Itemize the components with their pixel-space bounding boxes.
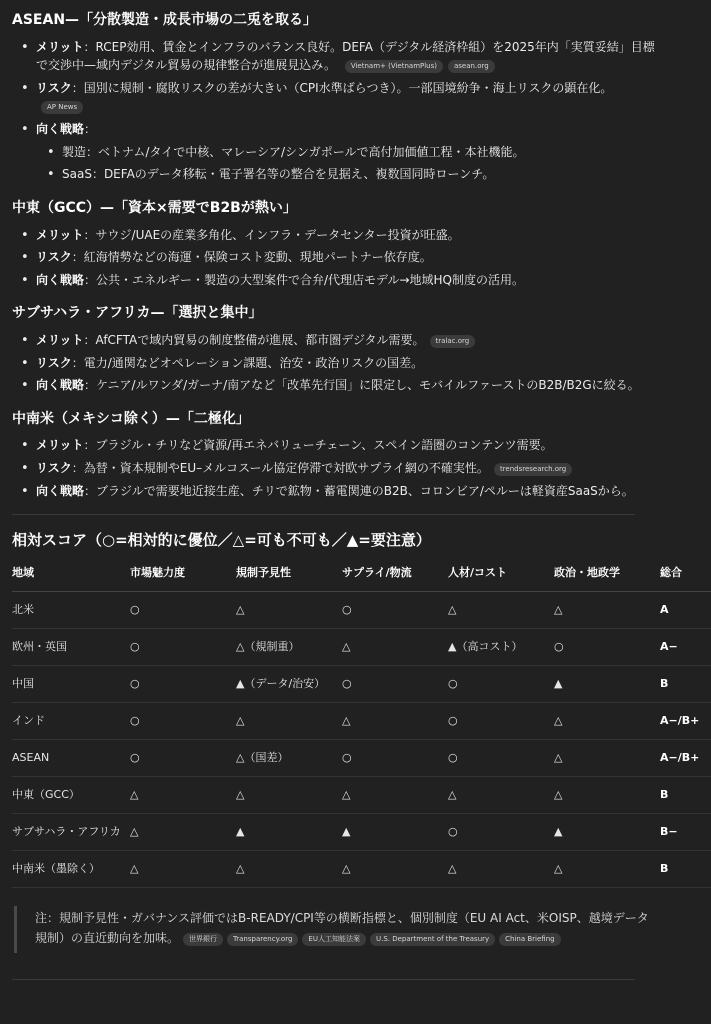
table-header-cell: 市場魅力度 [130,557,236,592]
source-chip[interactable]: AP News [41,101,83,114]
overall-score-cell: B [660,776,711,813]
table-row [12,665,711,702]
table-header-cell: 規制予見性 [236,557,342,592]
overall-score-cell: A−/B+ [660,739,711,776]
risk-label: リスク [36,461,72,476]
rating-cell: △ [554,776,660,813]
list-item-merit [36,38,699,75]
strategy-colon: ： [84,122,97,137]
overall-score-cell: B [660,850,711,887]
source-chip[interactable]: EU人工知能法案 [302,933,366,946]
region-cell: 欧州・英国 [12,628,130,665]
rating-cell: ○ [130,628,236,665]
table-row [12,850,711,887]
list-item-risk [36,354,699,373]
rating-cell: △ [448,591,554,628]
merit-text: ：サウジ/UAEの産業多角化、インフラ・データセンター投資が旺盛。 [83,227,460,242]
section-divider [12,514,635,515]
table-row [12,628,711,665]
list-item-risk [36,459,699,478]
source-chip[interactable]: tralac.org [430,335,476,348]
rating-cell: △ [236,776,342,813]
list-item-merit [36,331,699,350]
strategy-label: 向く戦略 [36,378,85,393]
rating-cell: △ [554,702,660,739]
score-table-title: 相対スコア（○=相対的に優位／△=可も不可も／▲=要注意） [12,531,431,550]
rating-cell: △ [236,591,342,628]
section-title-gcc: 中東（GCC）—「資本×需要でB2Bが熱い」 [12,199,297,216]
region-cell: インド [12,702,130,739]
section-title-asean: ASEAN—「分散製造・成長市場の二兎を取る」 [12,12,318,28]
list-item-risk [36,79,699,116]
table-row [12,702,711,739]
source-chip[interactable]: China Briefing [499,933,560,946]
risk-label: リスク [36,355,72,370]
strategy-label: 向く戦略 [36,122,85,137]
rating-cell: ▲ [554,813,660,850]
risk-text: ：電力/通関などオペレーション課題、治安・政治リスクの国差。 [71,355,424,370]
merit-label: メリット [36,39,84,54]
merit-label: メリット [36,438,84,453]
rating-cell: ○ [448,739,554,776]
rating-cell: ▲ [342,813,448,850]
section-title-latam: 中南米（メキシコ除く）—「二極化」 [12,410,250,427]
bullet-list-gcc [12,226,699,290]
rating-cell: △ [448,776,554,813]
section-title-africa: サブサハラ・アフリカ—「選択と集中」 [12,305,263,322]
strategy-text: ：ケニア/ルワンダ/ガーナ/南アなど「改革先行国」に限定し、モバイルファーストのB2B/B2Gに絞る。 [84,378,640,393]
list-item-strategy [36,376,699,395]
table-row [12,591,711,628]
table-header-cell: 人材/コスト [448,557,554,592]
list-item-strategy [36,271,699,290]
rating-cell: △ [554,850,660,887]
rating-cell: △ [342,628,448,665]
merit-label: メリット [36,333,84,347]
rating-cell: ▲ [236,813,342,850]
rating-cell: ○ [448,702,554,739]
bullet-list-asean [12,38,699,184]
merit-text: ：RCEP効用、賃金とインフラのバランス良好。DEFA（デジタル経済枠組）を2025年内「実質妥結」目標で交渉中—域内デジタル貿易の規律整合が進展見込み。 [36,39,655,73]
table-row [12,813,711,850]
rating-cell: ▲ [554,665,660,702]
table-header-cell: 総合 [660,557,711,592]
source-chip[interactable]: U.S. Department of the Treasury [370,933,495,946]
rating-cell: ○ [342,591,448,628]
section-gcc [12,198,699,289]
overall-score-cell: A [660,591,711,628]
section-asean [12,10,699,184]
rating-cell: ○ [130,739,236,776]
note-text: 注：規制予見性・ガバナンス評価ではB-READY/CPI等の横断指標と、個別制度（EU AI Act、米OISP、越境データ規制）の直近動向を加味。 [35,910,649,946]
merit-label: メリット [36,227,84,242]
rating-cell: ▲（高コスト） [448,628,554,665]
note-blockquote [14,906,699,953]
overall-score-cell: B [660,665,711,702]
source-chip[interactable]: Vietnam+ (VietnamPlus) [345,60,443,73]
risk-text: ：紅海情勢などの海運・保険コスト変動、現地パートナー依存度。 [71,250,432,265]
rating-cell: △ [236,850,342,887]
bullet-list-latam [12,436,699,500]
rating-cell: △ [554,739,660,776]
list-item-merit [36,226,699,245]
table-header-cell: 政治・地政学 [554,557,660,592]
rating-cell: ○ [342,665,448,702]
rating-cell: ○ [448,813,554,850]
risk-label: リスク [36,80,72,95]
merit-text: ：ブラジル・チリなど資源/再エネバリューチェーン、スペイン語圏のコンテンツ需要。 [83,438,553,453]
table-row [12,776,711,813]
rating-cell: △（規制重） [236,628,342,665]
source-chip[interactable]: trendsresearch.org [494,463,572,476]
table-row [12,739,711,776]
rating-cell: △ [554,591,660,628]
rating-cell: ○ [448,665,554,702]
list-item-strategy [36,120,699,184]
table-body [12,591,711,887]
region-cell: サブサハラ・アフリカ [12,813,130,850]
strategy-text: ：公共・エネルギー・製造の大型案件で合弁/代理店モデル→地域HQ制度の活用。 [84,272,524,287]
list-item-merit [36,436,699,455]
risk-label: リスク [36,250,72,265]
sub-bullet-list [36,143,659,184]
rating-cell: △ [130,776,236,813]
rating-cell: △ [448,850,554,887]
bullet-list-africa [12,331,699,395]
rating-cell: △（国差） [236,739,342,776]
section-latam [12,409,699,500]
region-cell: 北米 [12,591,130,628]
table-header-row [12,557,711,592]
rating-cell: ○ [130,665,236,702]
section-africa [12,303,699,394]
section-divider [12,979,635,980]
strategy-label: 向く戦略 [36,483,85,498]
rating-cell: ○ [342,739,448,776]
overall-score-cell: B− [660,813,711,850]
sub-list-item: • SaaS：DEFAのデータ移転・電子署名等の整合を見据え、複数国同時ローンチ。 [62,165,659,184]
rating-cell: ○ [130,591,236,628]
source-chip[interactable]: 世界銀行 [183,933,223,946]
overall-score-cell: A−/B+ [660,702,711,739]
rating-cell: △ [236,702,342,739]
rating-cell: ▲（データ/治安） [236,665,342,702]
risk-text: ：国別に規制・腐敗リスクの差が大きい（CPI水準ばらつき）。一部国境紛争・海上リスクの顕在化。 [71,80,613,95]
region-cell: 中東（GCC） [12,776,130,813]
merit-text: ：AfCFTAで域内貿易の制度整備が進展、都市圏デジタル需要。 [83,333,425,347]
rating-cell: △ [342,702,448,739]
overall-score-cell: A− [660,628,711,665]
source-chip[interactable]: asean.org [448,60,495,73]
region-cell: ASEAN [12,739,130,776]
region-cell: 中南米（墨除く） [12,850,130,887]
sub-list-item: • 製造：ベトナム/タイで中核、マレーシア/シンガポールで高付加価値工程・本社機能。 [62,143,659,162]
table-header-cell: 地域 [12,557,130,592]
rating-cell: ○ [554,628,660,665]
table-header-cell: サプライ/物流 [342,557,448,592]
strategy-text: ：ブラジルで需要地近接生産、チリで鉱物・蓄電関連のB2B、コロンビア/ペルーは軽資産SaaSから。 [84,483,634,498]
region-cell: 中国 [12,665,130,702]
rating-cell: ○ [130,702,236,739]
score-table [12,557,711,888]
list-item-strategy [36,482,699,501]
rating-cell: △ [342,776,448,813]
rating-cell: △ [130,813,236,850]
rating-cell: △ [130,850,236,887]
rating-cell: △ [342,850,448,887]
risk-text: ：為替・資本規制やEU–メルコスール協定停滞で対欧サプライ網の不確実性。 [71,461,489,476]
list-item-risk [36,248,699,267]
source-chip[interactable]: Transparency.org [227,933,298,946]
strategy-label: 向く戦略 [36,272,85,287]
